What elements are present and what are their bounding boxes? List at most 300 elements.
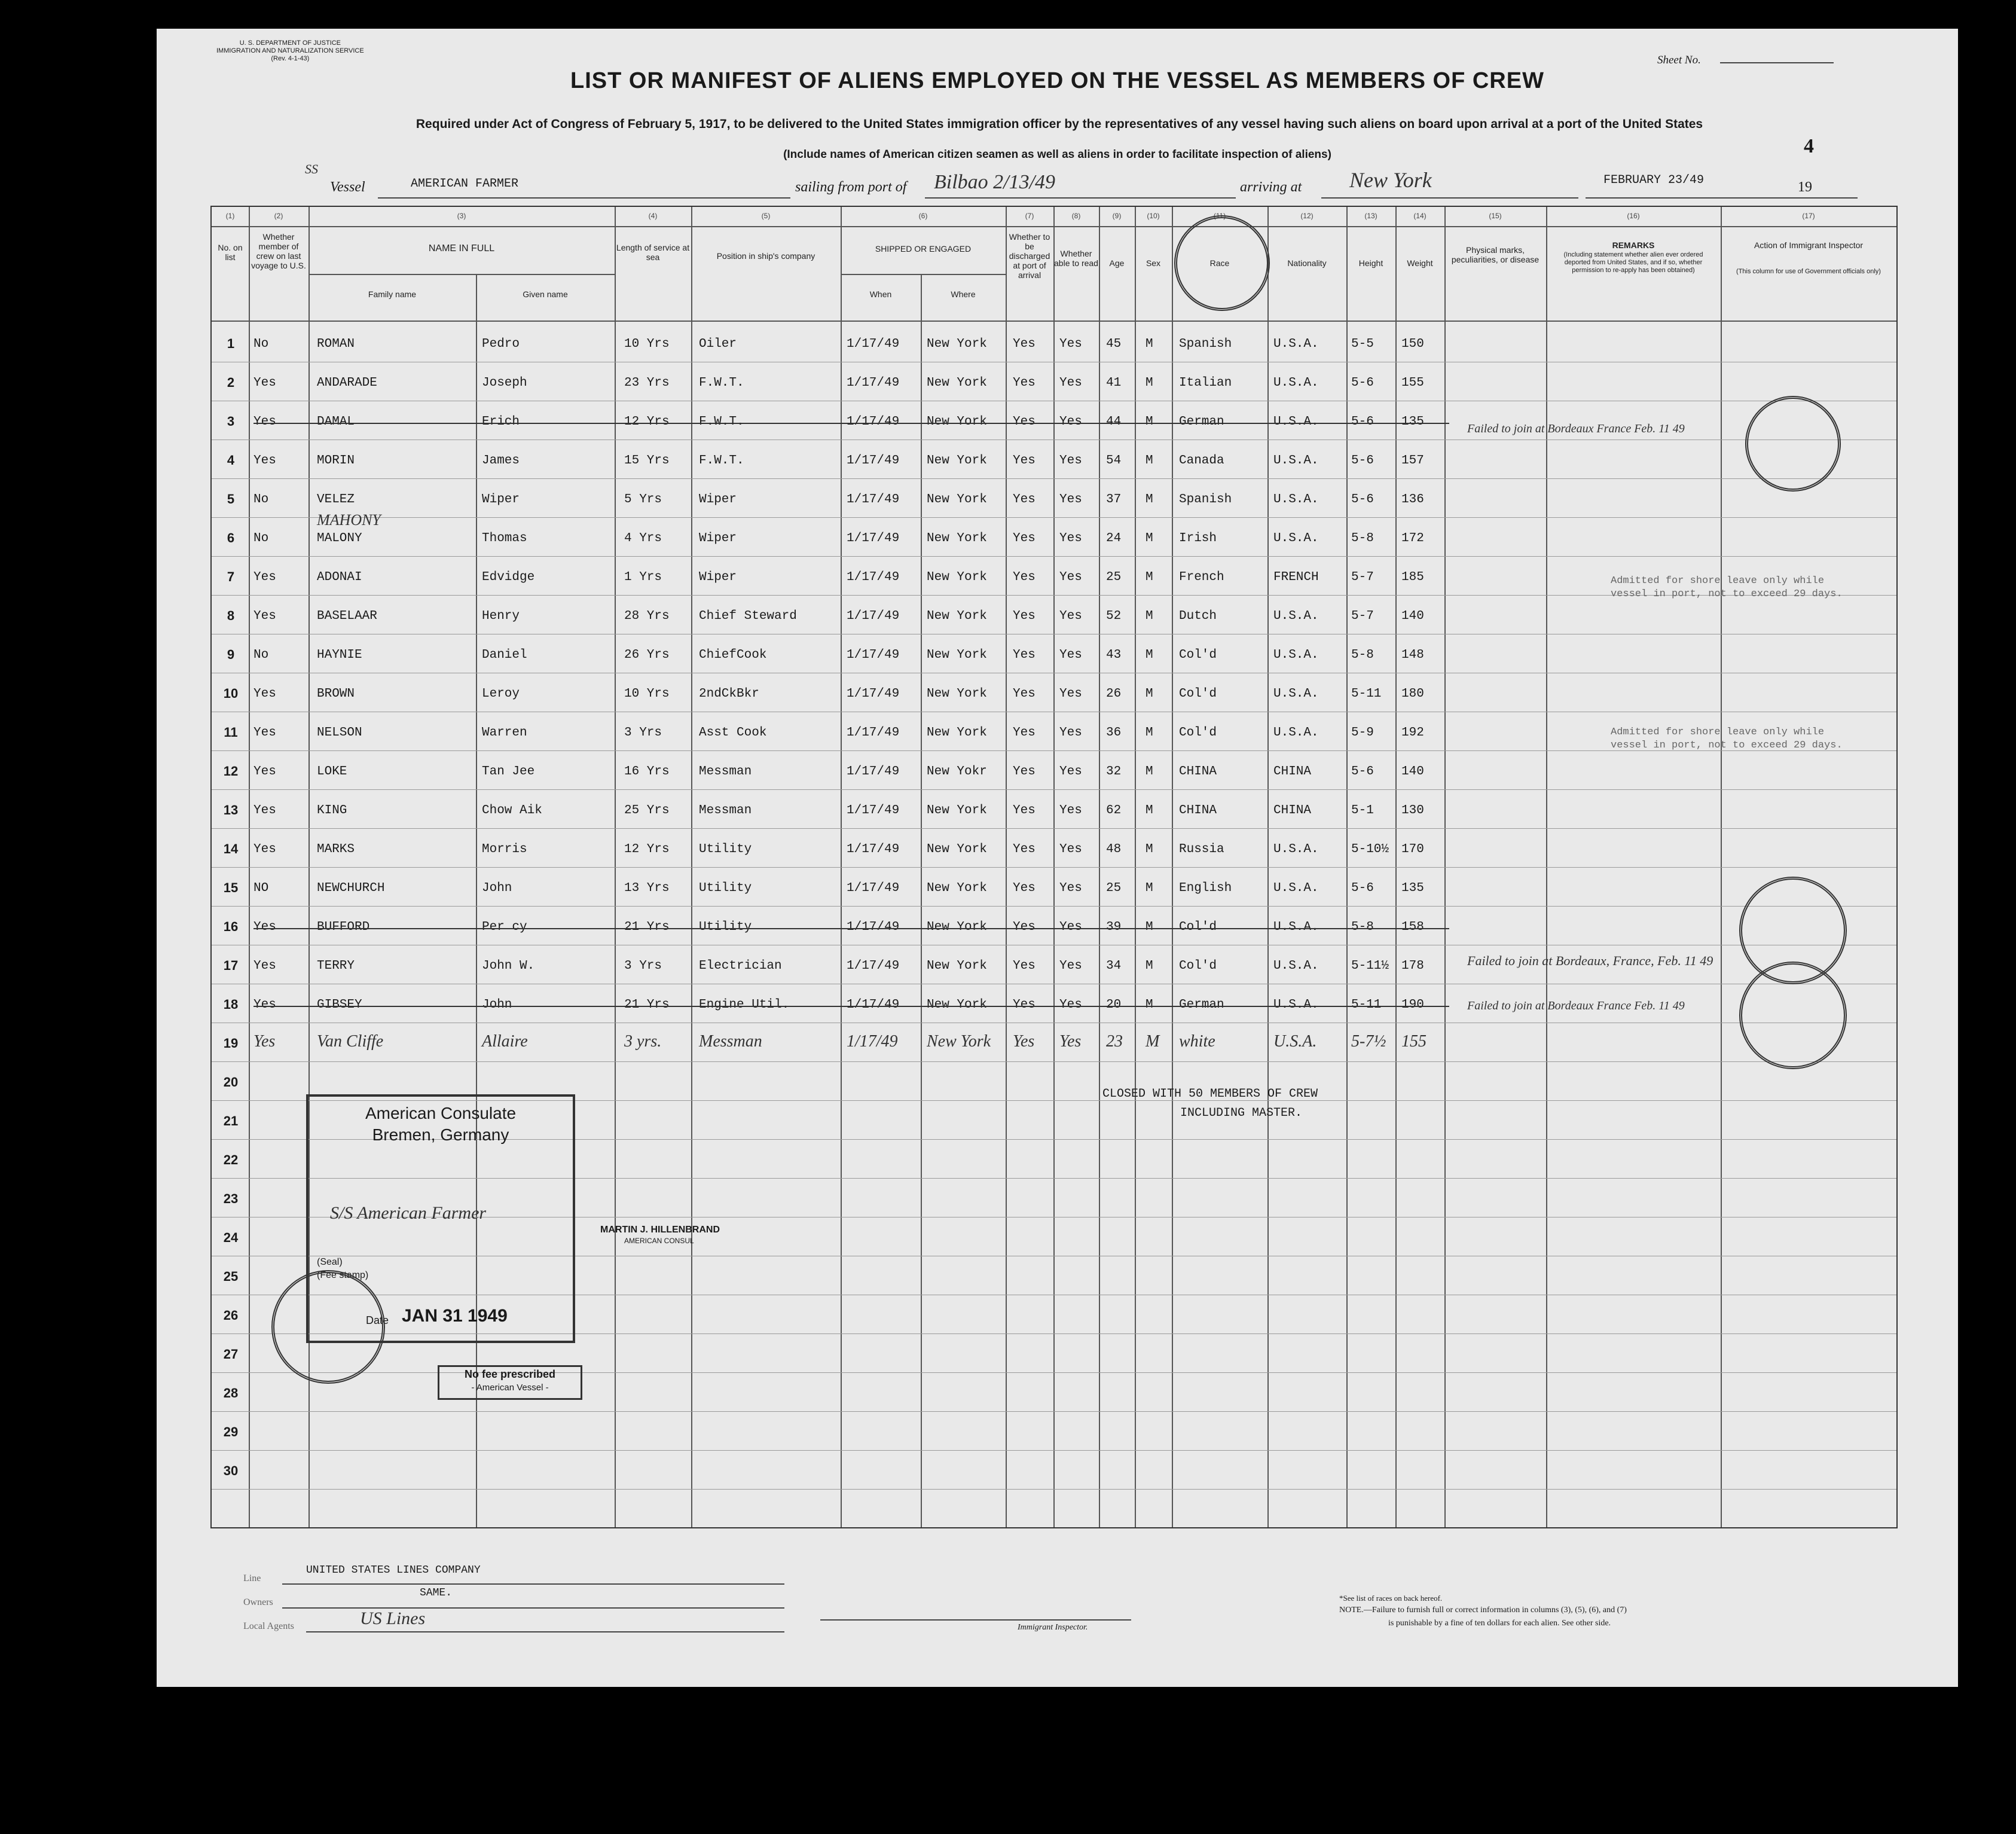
col-header-name: NAME IN FULL: [428, 243, 495, 254]
seal-label: (Seal): [317, 1257, 343, 1267]
position-cell: Engine Util.: [699, 998, 790, 1012]
date-label: Date: [366, 1314, 389, 1326]
race-cell: Col'd: [1179, 648, 1217, 662]
shipped-where-cell: New York: [927, 532, 987, 545]
read-cell: Yes: [1059, 920, 1082, 934]
shipped-where-cell: New York: [927, 493, 987, 506]
col-header-given: Given name: [523, 289, 568, 299]
weight-cell: 140: [1401, 609, 1424, 623]
age-cell: 25: [1106, 881, 1122, 895]
weight-cell: 192: [1401, 726, 1424, 740]
col-header-last-voyage: Whether member of crew on last voyage to U.S.: [251, 232, 306, 270]
consulate-line-1: American Consulate: [365, 1104, 517, 1122]
sex-cell: M: [1146, 609, 1153, 623]
row-number: 18: [223, 997, 239, 1012]
date-line: [1586, 197, 1858, 199]
family-name-cell: VELEZ: [317, 493, 355, 506]
given-name-cell: Daniel: [482, 648, 527, 662]
inspector-stamp-seal: [1739, 962, 1847, 1069]
discharged-cell: Yes: [1013, 765, 1036, 779]
footer-note-1: *See list of races on back hereof.: [1339, 1594, 1443, 1603]
nationality-cell: FRENCH: [1273, 570, 1319, 584]
height-cell: 5-11½: [1351, 959, 1389, 973]
family-name-cell: KING: [317, 804, 347, 817]
height-cell: 5-8: [1351, 648, 1374, 662]
family-name-cell: ADONAI: [317, 570, 362, 584]
position-cell: Asst Cook: [699, 726, 767, 740]
discharged-cell: Yes: [1013, 959, 1036, 973]
row-number: 1: [227, 336, 235, 351]
last-voyage-cell: NO: [253, 881, 269, 895]
col-header-service: Length of service at sea: [616, 243, 690, 262]
col-header-height: Height: [1358, 258, 1383, 268]
weight-cell: 157: [1401, 454, 1424, 468]
given-name-cell: Per cy: [482, 920, 527, 934]
col-header-read: Whether able to read: [1054, 249, 1098, 268]
given-name-cell: Leroy: [482, 687, 520, 701]
nationality-cell: U.S.A.: [1273, 532, 1319, 545]
sex-cell: M: [1146, 570, 1153, 584]
height-cell: 5-6: [1351, 454, 1374, 468]
family-name-cell: BUFFORD: [317, 920, 370, 934]
discharged-cell: Yes: [1013, 998, 1036, 1012]
height-cell: 5-6: [1351, 415, 1374, 429]
age-cell: 52: [1106, 609, 1122, 623]
family-name-cell: ANDARADE: [317, 376, 377, 390]
last-voyage-cell: Yes: [253, 804, 276, 817]
sex-cell: M: [1146, 843, 1153, 856]
col-header-weight: Weight: [1407, 258, 1433, 268]
race-cell: German: [1179, 998, 1224, 1012]
shipped-when-cell: 1/17/49: [847, 1032, 898, 1051]
discharged-cell: Yes: [1013, 570, 1036, 584]
row-rule: [212, 828, 1896, 829]
age-cell: 36: [1106, 726, 1122, 740]
consul-title: AMERICAN CONSUL: [624, 1237, 694, 1245]
closed-note-2: INCLUDING MASTER.: [1180, 1106, 1303, 1120]
row-number: 28: [223, 1386, 239, 1400]
shipped-where-cell: New York: [927, 570, 987, 584]
age-cell: 25: [1106, 570, 1122, 584]
col-num: (5): [761, 212, 771, 220]
row-rule: [212, 789, 1896, 790]
family-name-cell: NELSON: [317, 726, 362, 740]
family-name-cell: Van Cliffe: [317, 1032, 384, 1051]
footer-agents-value: US Lines: [360, 1609, 426, 1628]
last-voyage-cell: Yes: [253, 376, 276, 390]
nationality-cell: U.S.A.: [1273, 1032, 1317, 1051]
height-cell: 5-10½: [1351, 843, 1389, 856]
position-cell: F.W.T.: [699, 415, 744, 429]
family-name-cell: MALONY: [317, 532, 362, 545]
sheet-number-label: Sheet No.: [1657, 54, 1701, 66]
age-cell: 39: [1106, 920, 1122, 934]
shipped-where-cell: New York: [927, 687, 987, 701]
shipped-when-cell: 1/17/49: [847, 998, 900, 1012]
read-cell: Yes: [1059, 1032, 1082, 1051]
race-cell: German: [1179, 415, 1224, 429]
given-name-cell: John W.: [482, 959, 535, 973]
sailing-label: sailing from port of: [795, 179, 907, 195]
col-num: (15): [1489, 212, 1502, 220]
race-cell: Col'd: [1179, 920, 1217, 934]
col-num: (3): [457, 212, 466, 220]
col-num: (7): [1025, 212, 1034, 220]
row-number: 23: [223, 1191, 239, 1206]
nationality-cell: U.S.A.: [1273, 843, 1319, 856]
col-header-age: Age: [1109, 258, 1125, 268]
service-cell: 3 Yrs: [624, 726, 662, 740]
col-num: (11): [1213, 212, 1226, 220]
position-cell: F.W.T.: [699, 454, 744, 468]
inspector-signature-line: [820, 1619, 1131, 1621]
sheet-number-line: [1720, 62, 1834, 63]
position-cell: F.W.T.: [699, 376, 744, 390]
vessel-name: AMERICAN FARMER: [411, 177, 519, 191]
given-name-cell: Erich: [482, 415, 520, 429]
strike-through-line: [253, 928, 1449, 929]
race-cell: white: [1179, 1032, 1215, 1051]
shipped-where-cell: New York: [927, 998, 987, 1012]
shipped-when-cell: 1/17/49: [847, 493, 900, 506]
strike-through-line: [253, 1006, 1449, 1007]
family-name-cell: GIBSEY: [317, 998, 362, 1012]
service-cell: 13 Yrs: [624, 881, 670, 895]
col-header-action-note: (This column for use of Government officials only): [1736, 268, 1881, 275]
row-number: 11: [224, 725, 238, 740]
weight-cell: 170: [1401, 843, 1424, 856]
service-cell: 12 Yrs: [624, 415, 670, 429]
col-num: (12): [1300, 212, 1314, 220]
shipped-where-cell: New York: [927, 920, 987, 934]
footer-note-2: NOTE.—Failure to furnish full or correct information in columns (3), (5), (6), and (7): [1339, 1606, 1627, 1615]
sex-cell: M: [1146, 959, 1153, 973]
discharged-cell: Yes: [1013, 804, 1036, 817]
shipped-when-cell: 1/17/49: [847, 920, 900, 934]
row-number: 30: [223, 1463, 239, 1478]
race-cell: CHINA: [1179, 765, 1217, 779]
corner-number: 4: [1804, 135, 1814, 157]
nationality-cell: U.S.A.: [1273, 920, 1319, 934]
last-voyage-cell: Yes: [253, 959, 276, 973]
service-cell: 1 Yrs: [624, 570, 662, 584]
shipped-where-cell: New York: [927, 337, 987, 351]
position-cell: Wiper: [699, 493, 737, 506]
service-cell: 3 yrs.: [624, 1032, 662, 1051]
arriving-line: [1321, 197, 1578, 199]
sex-cell: M: [1146, 920, 1153, 934]
nationality-cell: U.S.A.: [1273, 959, 1319, 973]
row-number: 2: [227, 375, 235, 390]
fee-stamp: [438, 1365, 582, 1400]
page-subtitle: Required under Act of Congress of February 5, 1917, to be delivered to the United States immigration officer by the representatives of any vessel having such aliens on board upon arrival at a port of the United States: [416, 117, 1703, 131]
race-cell: Col'd: [1179, 959, 1217, 973]
read-cell: Yes: [1059, 648, 1082, 662]
weight-cell: 155: [1401, 376, 1424, 390]
height-cell: 5-8: [1351, 920, 1374, 934]
weight-cell: 148: [1401, 648, 1424, 662]
family-name-cell: NEWCHURCH: [317, 881, 385, 895]
race-cell: CHINA: [1179, 804, 1217, 817]
col-header-nationality: Nationality: [1287, 258, 1327, 268]
age-cell: 20: [1106, 998, 1122, 1012]
agency-block: [216, 39, 364, 63]
shipped-when-cell: 1/17/49: [847, 959, 900, 973]
weight-cell: 185: [1401, 570, 1424, 584]
given-name-cell: Pedro: [482, 337, 520, 351]
nationality-cell: U.S.A.: [1273, 998, 1319, 1012]
read-cell: Yes: [1059, 959, 1082, 973]
col-num: (16): [1627, 212, 1640, 220]
sex-cell: M: [1146, 1032, 1160, 1051]
last-voyage-cell: No: [253, 532, 269, 545]
race-cell: Dutch: [1179, 609, 1217, 623]
col-num: (1): [225, 212, 235, 220]
read-cell: Yes: [1059, 454, 1082, 468]
given-name-cell: Allaire: [482, 1032, 528, 1051]
fee-label: (Fee stamp): [317, 1270, 369, 1280]
row-number: 20: [223, 1075, 239, 1090]
vessel-line: [378, 197, 790, 199]
nationality-cell: U.S.A.: [1273, 454, 1319, 468]
position-cell: Messman: [699, 804, 752, 817]
height-cell: 5-11: [1351, 687, 1382, 701]
race-cell: French: [1179, 570, 1224, 584]
race-cell: Spanish: [1179, 337, 1232, 351]
row-number: 24: [223, 1230, 239, 1245]
sailing-line: [925, 197, 1236, 199]
given-name-cell: Chow Aik: [482, 804, 542, 817]
vessel-prefix: SS: [305, 161, 318, 176]
shipped-where-cell: New York: [927, 415, 987, 429]
row-number: 7: [227, 569, 235, 584]
vessel-label: Vessel: [330, 179, 365, 195]
service-cell: 12 Yrs: [624, 843, 670, 856]
sex-cell: M: [1146, 532, 1153, 545]
shipped-when-cell: 1/17/49: [847, 337, 900, 351]
name-correction: MAHONY: [317, 511, 381, 529]
family-name-cell: BROWN: [317, 687, 355, 701]
col-num: (4): [648, 212, 658, 220]
nationality-cell: U.S.A.: [1273, 609, 1319, 623]
consulate-line-2: Bremen, Germany: [372, 1125, 509, 1144]
height-cell: 5-6: [1351, 376, 1374, 390]
given-name-cell: Thomas: [482, 532, 527, 545]
race-cell: Col'd: [1179, 726, 1217, 740]
col-header-where: Where: [951, 289, 976, 299]
service-cell: 28 Yrs: [624, 609, 670, 623]
age-cell: 32: [1106, 765, 1122, 779]
agency-line: IMMIGRATION AND NATURALIZATION SERVICE: [216, 47, 364, 54]
shipped-when-cell: 1/17/49: [847, 609, 900, 623]
footer-agents-rule: [306, 1631, 784, 1632]
weight-cell: 190: [1401, 998, 1424, 1012]
col-num: (9): [1112, 212, 1122, 220]
footer-line-rule: [282, 1583, 784, 1585]
shipped-when-cell: 1/17/49: [847, 804, 900, 817]
row-number: 9: [227, 647, 235, 662]
shipped-subdivider: [841, 274, 1006, 275]
height-cell: 5-8: [1351, 532, 1374, 545]
weight-cell: 136: [1401, 493, 1424, 506]
col-num: (13): [1364, 212, 1377, 220]
given-name-cell: James: [482, 454, 520, 468]
col-header-family: Family name: [368, 289, 417, 299]
row-number: 6: [227, 530, 235, 545]
discharged-cell: Yes: [1013, 337, 1036, 351]
read-cell: Yes: [1059, 726, 1082, 740]
col-header-position: Position in ship's company: [716, 251, 815, 261]
read-cell: Yes: [1059, 804, 1082, 817]
shipped-when-cell: 1/17/49: [847, 648, 900, 662]
col-num: (17): [1802, 212, 1815, 220]
sex-cell: M: [1146, 881, 1153, 895]
given-name-cell: Edvidge: [482, 570, 535, 584]
discharged-cell: Yes: [1013, 648, 1036, 662]
discharged-cell: Yes: [1013, 415, 1036, 429]
last-voyage-cell: Yes: [253, 920, 276, 934]
family-name-cell: ROMAN: [317, 337, 355, 351]
page-title: LIST OR MANIFEST OF ALIENS EMPLOYED ON THE VESSEL AS MEMBERS OF CREW: [570, 68, 1544, 93]
age-cell: 41: [1106, 376, 1122, 390]
col-num: (14): [1413, 212, 1427, 220]
race-cell: English: [1179, 881, 1232, 895]
arrival-date: FEBRUARY 23/49: [1603, 173, 1705, 187]
position-cell: Wiper: [699, 570, 737, 584]
remark-row-3: Failed to join at Bordeaux France Feb. 11 49: [1467, 422, 1685, 435]
age-cell: 26: [1106, 687, 1122, 701]
nationality-cell: U.S.A.: [1273, 493, 1319, 506]
inspector-label: Immigrant Inspector.: [1018, 1623, 1088, 1632]
weight-cell: 172: [1401, 532, 1424, 545]
sex-cell: M: [1146, 493, 1153, 506]
row-number: 15: [223, 880, 239, 895]
row-rule: [212, 1489, 1896, 1490]
race-cell: Italian: [1179, 376, 1232, 390]
shipped-when-cell: 1/17/49: [847, 881, 900, 895]
shipped-when-cell: 1/17/49: [847, 376, 900, 390]
shipped-where-cell: New York: [927, 376, 987, 390]
shipped-where-cell: New Yokr: [927, 765, 987, 779]
row-number: 10: [223, 686, 239, 701]
discharged-cell: Yes: [1013, 376, 1036, 390]
col-header-remarks-note: (Including statement whether alien ever ordered deported from United States, and if so, whether permission to re-apply has been obtained): [1563, 251, 1703, 274]
race-cell: Spanish: [1179, 493, 1232, 506]
height-cell: 5-7½: [1351, 1032, 1386, 1051]
read-cell: Yes: [1059, 570, 1082, 584]
position-cell: Oiler: [699, 337, 737, 351]
age-cell: 44: [1106, 415, 1122, 429]
given-name-cell: Tan Jee: [482, 765, 535, 779]
row-number: 16: [223, 919, 239, 934]
height-cell: 5-1: [1351, 804, 1374, 817]
arriving-port: New York: [1349, 168, 1432, 192]
footer-owners-label: Owners: [243, 1597, 273, 1607]
last-voyage-cell: Yes: [253, 1032, 276, 1051]
discharged-cell: Yes: [1013, 843, 1036, 856]
family-name-cell: TERRY: [317, 959, 355, 973]
remark-row-18: Failed to join at Bordeaux France Feb. 11 49: [1467, 999, 1685, 1012]
row-number: 29: [223, 1424, 239, 1439]
position-cell: Wiper: [699, 532, 737, 545]
discharged-cell: Yes: [1013, 726, 1036, 740]
col-header-when: When: [869, 289, 892, 299]
last-voyage-cell: Yes: [253, 415, 276, 429]
given-name-cell: John: [482, 998, 512, 1012]
row-number: 19: [223, 1036, 239, 1051]
shipped-when-cell: 1/17/49: [847, 454, 900, 468]
read-cell: Yes: [1059, 687, 1082, 701]
discharged-cell: Yes: [1013, 1032, 1035, 1051]
footer-agents-label: Local Agents: [243, 1621, 294, 1631]
remark-row-16: Failed to join at Bordeaux, France, Feb. 11 49: [1467, 953, 1713, 968]
service-cell: 3 Yrs: [624, 959, 662, 973]
read-cell: Yes: [1059, 532, 1082, 545]
read-cell: Yes: [1059, 843, 1082, 856]
nationality-cell: U.S.A.: [1273, 337, 1319, 351]
col-header-race: Race: [1209, 258, 1230, 268]
last-voyage-cell: Yes: [253, 454, 276, 468]
shipped-where-cell: New York: [927, 804, 987, 817]
discharged-cell: Yes: [1013, 493, 1036, 506]
last-voyage-cell: No: [253, 493, 269, 506]
last-voyage-cell: Yes: [253, 765, 276, 779]
read-cell: Yes: [1059, 609, 1082, 623]
manifest-sheet: [157, 29, 1958, 1687]
position-cell: Electrician: [699, 959, 782, 973]
row-number: 17: [223, 958, 239, 973]
col-header-no: No. on list: [218, 243, 243, 262]
read-cell: Yes: [1059, 376, 1082, 390]
age-cell: 62: [1106, 804, 1122, 817]
weight-cell: 150: [1401, 337, 1424, 351]
family-name-cell: HAYNIE: [317, 648, 362, 662]
fee-stamp-line-1: No fee prescribed: [464, 1368, 556, 1380]
row-rule: [212, 1450, 1896, 1451]
row-number: 8: [227, 608, 235, 623]
col-header-discharged: Whether to be discharged at port of arrival: [1009, 232, 1050, 280]
service-cell: 10 Yrs: [624, 687, 670, 701]
shipped-where-cell: New York: [927, 881, 987, 895]
position-cell: 2ndCkBkr: [699, 687, 759, 701]
col-num: (8): [1071, 212, 1081, 220]
consulate-date: JAN 31 1949: [402, 1306, 508, 1326]
inspector-stamp-seal: [1745, 396, 1841, 492]
agency-line: U. S. DEPARTMENT OF JUSTICE: [239, 39, 341, 47]
last-voyage-cell: Yes: [253, 998, 276, 1012]
discharged-cell: Yes: [1013, 687, 1036, 701]
col-header-sex: Sex: [1146, 258, 1161, 268]
col-header-action: Action of Immigrant Inspector: [1754, 240, 1864, 250]
shipped-when-cell: 1/17/49: [847, 532, 900, 545]
sex-cell: M: [1146, 804, 1153, 817]
height-cell: 5-6: [1351, 493, 1374, 506]
age-cell: 34: [1106, 959, 1122, 973]
remark-row-12: Admitted for shore leave only while vessel in port, not to exceed 29 days.: [1611, 727, 1843, 751]
age-cell: 43: [1106, 648, 1122, 662]
service-cell: 25 Yrs: [624, 804, 670, 817]
row-rule: [212, 867, 1896, 868]
row-rule: [212, 517, 1896, 518]
manifest-table: [210, 206, 1898, 1528]
service-cell: 16 Yrs: [624, 765, 670, 779]
col-num: (10): [1147, 212, 1160, 220]
shipped-when-cell: 1/17/49: [847, 687, 900, 701]
row-rule: [212, 556, 1896, 557]
age-cell: 45: [1106, 337, 1122, 351]
position-cell: Utility: [699, 843, 752, 856]
remark-row-7: Admitted for shore leave only while vessel in port, not to exceed 29 days.: [1611, 575, 1843, 600]
